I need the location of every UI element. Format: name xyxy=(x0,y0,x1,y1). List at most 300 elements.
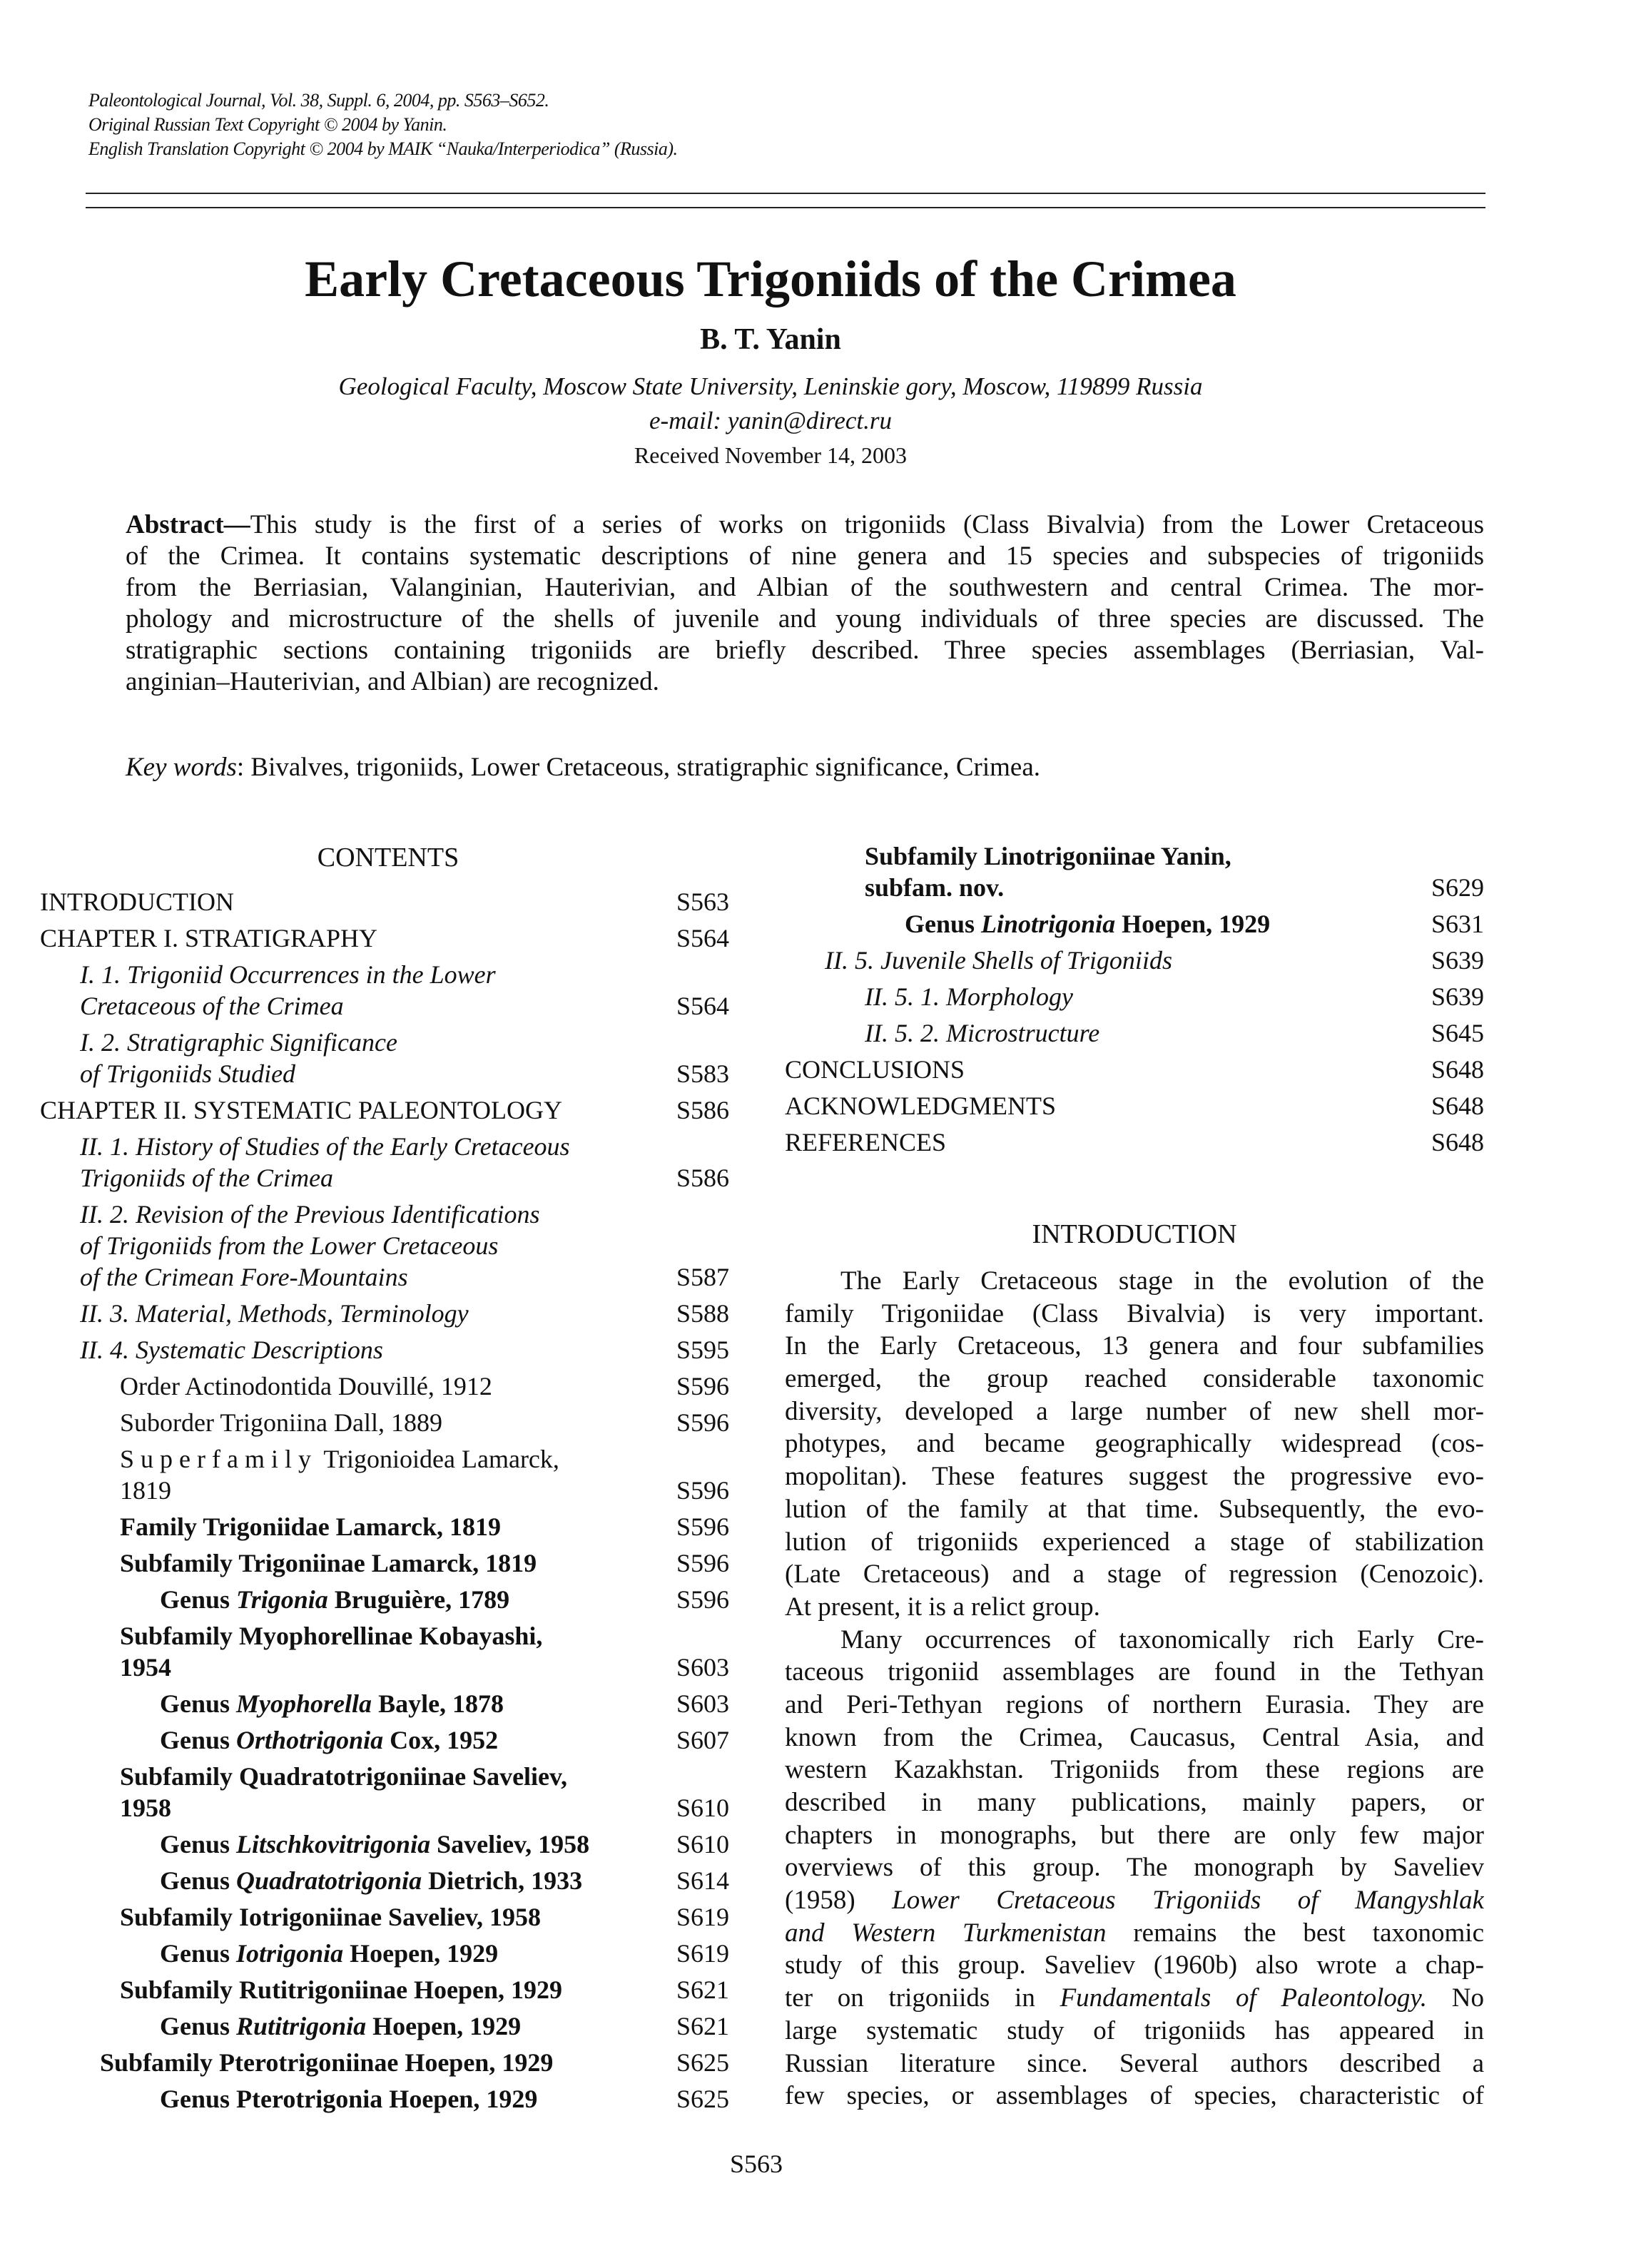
contents-line xyxy=(80,1162,570,1194)
contents-line xyxy=(785,1127,946,1158)
contents-line xyxy=(160,2083,537,2115)
abstract-text: phology and microstructure of the shells of juvenile and young individuals of three species are discussed. The xyxy=(126,604,1484,634)
body-line xyxy=(785,1917,1484,1950)
contents-entry[interactable] xyxy=(40,1901,736,1933)
contents-line-text: II. 5. 1. Morphology xyxy=(865,982,1073,1011)
body-line xyxy=(785,1591,1484,1624)
contents-entry[interactable] xyxy=(785,1090,1484,1122)
abstract-text: of the Crimea. It contains systematic descriptions of nine genera and 15 species and subspecies of trigoniids xyxy=(126,541,1484,571)
body-text: Many occurrences of taxonomically rich Early Cre- xyxy=(840,1624,1484,1654)
contents-line xyxy=(80,1131,570,1162)
body-line xyxy=(785,1982,1484,2015)
contents-entry[interactable] xyxy=(40,1688,736,1719)
contents-entry[interactable] xyxy=(40,1298,736,1329)
body-text: (Late Cretaceous) and a stage of regression (Cenozoic). xyxy=(785,1560,1484,1590)
contents-line-text: Cretaceous of the Crimea xyxy=(80,992,344,1020)
contents-entry-title xyxy=(120,1547,537,1579)
body-text: emerged, the group reached considerable taxonomic xyxy=(785,1364,1484,1394)
genus-author: Hoepen, 1929 xyxy=(366,2012,522,2040)
genus-prefix: Genus xyxy=(160,1726,237,1754)
body-text: western Kazakhstan. Trigoniids from these regions are xyxy=(785,1755,1484,1785)
contents-entry[interactable] xyxy=(40,1547,736,1579)
contents-entry[interactable] xyxy=(40,1584,736,1615)
body-text: No xyxy=(1427,1983,1484,2013)
body-line xyxy=(785,1428,1484,1460)
genus-prefix: Genus xyxy=(160,1689,237,1718)
contents-line xyxy=(160,1938,498,1969)
contents-page-number: S639 xyxy=(1431,946,1484,975)
contents-line xyxy=(865,1017,1099,1049)
contents-entry-title xyxy=(905,908,1270,940)
genus-author: Cox, 1952 xyxy=(383,1726,499,1754)
article-title: Early Cretaceous Trigoniids of the Crimea xyxy=(305,250,1236,307)
contents-page-number: S586 xyxy=(676,1096,730,1124)
contents-line-text: INTRODUCTION xyxy=(40,888,234,916)
contents-page-number: S596 xyxy=(676,1512,730,1541)
introduction-heading: INTRODUCTION xyxy=(1032,1219,1237,1249)
abstract-text: from the Berriasian, Valanginian, Hauterivian, and Albian of the southwestern and central Crimea. The mor- xyxy=(126,573,1484,602)
body-text: The Early Cretaceous stage in the evolution of the xyxy=(840,1266,1484,1296)
contents-entry[interactable] xyxy=(40,1938,736,1969)
contents-line xyxy=(120,1371,492,1402)
body-line xyxy=(785,1460,1484,1493)
contents-line-text: CHAPTER I. STRATIGRAPHY xyxy=(40,924,378,952)
contents-page-number: S564 xyxy=(676,992,730,1020)
contents-entry[interactable] xyxy=(40,2010,736,2042)
contents-line xyxy=(80,1027,397,1058)
abstract xyxy=(126,509,1484,698)
body-line xyxy=(785,1949,1484,1982)
body-text: Fundamentals of Paleontology. xyxy=(1060,1983,1428,2013)
contents-page-number: S648 xyxy=(1431,1092,1484,1120)
contents-entry-title xyxy=(40,886,234,917)
genus-name: Iotrigonia xyxy=(236,1939,344,1968)
body-text: lution of the family at that time. Subsequently, the evo- xyxy=(785,1494,1484,1524)
contents-entry[interactable] xyxy=(785,1127,1484,1158)
body-text: (1958) xyxy=(785,1886,893,1916)
body-line xyxy=(785,2080,1484,2112)
contents-page-number: S603 xyxy=(676,1689,730,1718)
body-text: In the Early Cretaceous, 13 genera and four subfamilies xyxy=(785,1331,1484,1361)
contents-page-number: S631 xyxy=(1431,910,1484,938)
contents-line-text: I. 2. Stratigraphic Significance xyxy=(80,1028,397,1057)
body-text: and Peri-Tethyan regions of northern Eurasia. They are xyxy=(785,1689,1484,1719)
contents-entry-title xyxy=(120,1443,559,1506)
citation: Paleontological Journal, Vol. 38, Suppl. 6, 2004, pp. S563–S652. xyxy=(88,90,549,111)
contents-line xyxy=(80,990,496,1022)
contents-entry[interactable] xyxy=(40,1131,736,1194)
contents-line xyxy=(785,1054,965,1085)
contents-line xyxy=(865,840,1231,872)
body-text: and Western Turkmenistan xyxy=(785,1918,1107,1948)
received-date: Received November 14, 2003 xyxy=(634,442,908,468)
contents-page-number: S614 xyxy=(676,1866,730,1895)
contents-entry-title xyxy=(80,1334,383,1366)
genus-name: Linotrigonia xyxy=(981,910,1116,938)
body-text: lution of trigoniids experienced a stage of stabilization xyxy=(785,1527,1484,1557)
contents-entry-title xyxy=(120,1901,541,1933)
contents-page-number: S587 xyxy=(676,1263,730,1291)
contents-line xyxy=(120,1475,559,1506)
contents-page-number: S596 xyxy=(676,1408,730,1437)
body-text: known from the Crimea, Caucasus, Central Asia, and xyxy=(785,1722,1484,1752)
body-text: At present, it is a relict group. xyxy=(785,1592,1100,1622)
abstract-line xyxy=(126,604,1484,635)
contents-line xyxy=(120,1761,567,1792)
genus-prefix: Genus xyxy=(160,1585,237,1614)
contents-line xyxy=(120,1901,541,1933)
abstract-label: Abstract— xyxy=(126,510,250,539)
contents-line xyxy=(120,1620,542,1652)
contents-entry-title xyxy=(160,2010,521,2042)
contents-entry[interactable] xyxy=(40,1511,736,1542)
body-line xyxy=(785,1493,1484,1526)
contents-entry-title xyxy=(120,1761,567,1824)
genus-prefix: Genus xyxy=(905,910,982,938)
contents-line-text: Subfamily Trigoniinae Lamarck, 1819 xyxy=(120,1549,537,1577)
contents-line-text: ACKNOWLEDGMENTS xyxy=(785,1092,1056,1120)
contents-entry[interactable] xyxy=(785,981,1484,1012)
body-line xyxy=(785,1298,1484,1331)
contents-line-text: subfam. nov. xyxy=(865,873,1005,902)
contents-entry-title xyxy=(865,840,1231,903)
contents-entry-title xyxy=(865,1017,1099,1049)
contents-page-number: S596 xyxy=(676,1372,730,1400)
contents-line xyxy=(80,959,496,990)
contents-page-number: S596 xyxy=(676,1585,730,1614)
contents-page-number: S610 xyxy=(676,1830,730,1858)
abstract-text: anginian–Hauterivian, and Albian) are recognized. xyxy=(126,667,659,696)
contents-entry-title xyxy=(160,1584,509,1615)
body-line xyxy=(785,1624,1484,1657)
contents-line-text: II. 5. 2. Microstructure xyxy=(865,1019,1100,1047)
contents-page-number: S607 xyxy=(676,1726,730,1754)
contents-entry-title xyxy=(40,1094,562,1126)
original-copyright: Original Russian Text Copyright © 2004 by Yanin. xyxy=(88,114,447,135)
body-line xyxy=(785,1884,1484,1917)
contents-entry[interactable] xyxy=(40,1334,736,1366)
contents-entry[interactable] xyxy=(40,1974,736,2005)
abstract-line xyxy=(126,635,1484,666)
contents-entry[interactable] xyxy=(785,1017,1484,1049)
body-line xyxy=(785,1819,1484,1852)
contents-line-text: II. 3. Material, Methods, Terminology xyxy=(80,1299,469,1328)
contents-line xyxy=(120,1547,537,1579)
contents-entry-title xyxy=(825,945,1172,976)
author: B. T. Yanin xyxy=(700,323,841,356)
contents-entry[interactable] xyxy=(785,945,1484,976)
introduction-body xyxy=(785,1265,1484,2112)
contents-line xyxy=(120,1974,562,2005)
contents-page-number: S619 xyxy=(676,1939,730,1968)
body-text: chapters in monographs, but there are only few major xyxy=(785,1820,1484,1850)
contents-line xyxy=(785,1090,1056,1122)
body-line xyxy=(785,1558,1484,1591)
email: e-mail: yanin@direct.ru xyxy=(649,407,892,434)
contents-entry-title xyxy=(80,1027,397,1089)
genus-name: Myophorella xyxy=(236,1689,372,1718)
contents-line-text: Family Trigoniidae Lamarck, 1819 xyxy=(120,1512,502,1541)
abstract-line xyxy=(126,666,1484,698)
body-text: large systematic study of trigoniids has appeared in xyxy=(785,2015,1484,2045)
contents-entry-title xyxy=(80,1298,469,1329)
body-line xyxy=(785,1786,1484,1819)
contents-line-text: 1954 xyxy=(120,1653,171,1682)
contents-line-text: of Trigoniids Studied xyxy=(80,1059,296,1088)
body-text: family Trigoniidae (Class Bivalvia) is very important. xyxy=(785,1298,1484,1328)
genus-name: Orthotrigonia xyxy=(236,1726,384,1754)
contents-line xyxy=(160,1865,582,1896)
genus-author: Hoepen, 1929 xyxy=(1115,910,1271,938)
contents-entry-title xyxy=(40,922,377,954)
contents-entry-title xyxy=(120,1620,542,1683)
genus-prefix: Genus xyxy=(160,1939,237,1968)
contents-line-text: Subfamily Quadratotrigoniinae Saveliev, xyxy=(120,1762,568,1791)
contents-entry-title xyxy=(785,1054,965,1085)
contents-line-text: Subfamily Rutitrigoniinae Hoepen, 1929 xyxy=(120,1975,563,2004)
contents-line-text: REFERENCES xyxy=(785,1128,947,1156)
contents-line xyxy=(160,1584,509,1615)
contents-entry[interactable] xyxy=(785,840,1484,903)
abstract-line xyxy=(126,541,1484,572)
contents-page-number: S619 xyxy=(676,1903,730,1931)
contents-entry[interactable] xyxy=(40,2047,736,2078)
body-text: mopolitan). These features suggest the progressive evo- xyxy=(785,1462,1484,1492)
genus-author: Bruguière, 1789 xyxy=(327,1585,510,1614)
contents-entry[interactable] xyxy=(785,908,1484,940)
contents-page-number: S583 xyxy=(676,1059,730,1088)
translation-copyright: English Translation Copyright © 2004 by MAIK “Nauka/Interperiodica” (Russia). xyxy=(88,138,678,159)
contents-line xyxy=(80,1230,540,1261)
contents-line-text: 1958 xyxy=(120,1794,171,1822)
contents-line xyxy=(120,1407,442,1438)
contents-line-text: Trigonioidea Lamarck, xyxy=(317,1445,559,1473)
contents-line xyxy=(160,2010,521,2042)
body-line xyxy=(785,1526,1484,1559)
contents-line-text: Subfamily Iotrigoniinae Saveliev, 1958 xyxy=(120,1903,542,1931)
keywords-label: Key words xyxy=(126,753,237,782)
keywords-text: : Bivalves, trigoniids, Lower Cretaceous, stratigraphic significance, Crimea. xyxy=(236,753,1041,782)
genus-author: Saveliev, 1958 xyxy=(430,1830,590,1858)
genus-author: Bayle, 1878 xyxy=(372,1689,504,1718)
contents-line xyxy=(905,908,1270,940)
contents-line-text: CONCLUSIONS xyxy=(785,1055,965,1084)
genus-prefix: Genus xyxy=(160,2012,237,2040)
body-text: few species, or assemblages of species, characteristic of xyxy=(785,2081,1484,2111)
genus-name: Rutitrigonia xyxy=(236,2012,367,2040)
contents-entry-title xyxy=(160,1724,498,1756)
contents-line xyxy=(120,1792,567,1824)
contents-entry[interactable] xyxy=(40,1865,736,1896)
body-text: ter on trigoniids in xyxy=(785,1983,1060,2013)
contents-page-number: S648 xyxy=(1431,1055,1484,1084)
contents-entry[interactable] xyxy=(40,959,736,1022)
contents-page-number: S625 xyxy=(676,2048,730,2077)
header-rule xyxy=(86,207,1485,208)
contents-entry-title xyxy=(865,981,1073,1012)
body-text: described in many publications, mainly papers, or xyxy=(785,1788,1484,1817)
contents-line xyxy=(80,1058,397,1089)
contents-line xyxy=(80,1261,540,1293)
contents-line-text: CHAPTER II. SYSTEMATIC PALEONTOLOGY xyxy=(40,1096,563,1124)
contents-entry-title xyxy=(160,2083,537,2115)
contents-entry-title xyxy=(80,1131,570,1194)
body-line xyxy=(785,1754,1484,1786)
contents-line xyxy=(40,1094,562,1126)
contents-line xyxy=(865,872,1231,903)
body-text: diversity, developed a large number of new shell mor- xyxy=(785,1396,1484,1426)
contents-page-number: S603 xyxy=(676,1653,730,1682)
contents-page-number: S621 xyxy=(676,2012,730,2040)
body-line xyxy=(785,1689,1484,1722)
contents-line xyxy=(160,1724,498,1756)
keywords xyxy=(126,752,1040,783)
contents-entry[interactable] xyxy=(40,886,736,917)
contents-entry[interactable] xyxy=(40,1199,736,1293)
contents-entry-title xyxy=(160,1938,498,1969)
contents-entry-title xyxy=(120,1974,562,2005)
contents-entry-title xyxy=(100,2047,553,2078)
contents-page-number: S586 xyxy=(676,1164,730,1192)
contents-entry-title xyxy=(785,1090,1056,1122)
body-line xyxy=(785,1363,1484,1395)
contents-line xyxy=(100,2047,553,2078)
contents-page-number: S564 xyxy=(676,924,730,952)
contents-line-text: II. 4. Systematic Descriptions xyxy=(80,1336,383,1364)
contents-line-text: II. 2. Revision of the Previous Identifications xyxy=(80,1200,540,1229)
body-line xyxy=(785,1265,1484,1298)
contents-page-number: S596 xyxy=(676,1476,730,1505)
contents-line xyxy=(825,945,1172,976)
contents-line xyxy=(40,886,234,917)
contents-entry-title xyxy=(120,1511,501,1542)
rank-label: Superfamily xyxy=(120,1445,317,1473)
contents-entry[interactable] xyxy=(40,1829,736,1860)
contents-entry[interactable] xyxy=(785,1054,1484,1085)
contents-entry-title xyxy=(80,1199,540,1293)
contents-line xyxy=(80,1334,383,1366)
contents-entry-title xyxy=(120,1407,442,1438)
contents-page-number: S596 xyxy=(676,1549,730,1577)
contents-page-number: S648 xyxy=(1431,1128,1484,1156)
contents-entry[interactable] xyxy=(40,1094,736,1126)
page-number: S563 xyxy=(729,2150,783,2178)
body-line xyxy=(785,1656,1484,1689)
contents-line-text: II. 5. Juvenile Shells of Trigoniids xyxy=(825,946,1172,975)
contents-line-text: Suborder Trigoniina Dall, 1889 xyxy=(120,1408,443,1437)
genus-author: Dietrich, 1933 xyxy=(422,1866,583,1895)
contents-line-text: I. 1. Trigoniid Occurrences in the Lower xyxy=(80,960,496,989)
contents-line xyxy=(160,1829,589,1860)
body-text: photypes, and became geographically widespread (cos- xyxy=(785,1429,1484,1459)
contents-page-number: S621 xyxy=(676,1975,730,2004)
abstract-line xyxy=(126,509,1484,541)
contents-entry[interactable] xyxy=(40,1620,736,1683)
body-text: study of this group. Saveliev (1960b) also wrote a chap- xyxy=(785,1951,1484,1980)
body-text: Russian literature since. Several authors described a xyxy=(785,2048,1484,2078)
contents-right-column xyxy=(785,840,1484,1163)
contents-line-text: Subfamily Myophorellinae Kobayashi, xyxy=(120,1622,543,1650)
contents-page-number: S625 xyxy=(676,2085,730,2113)
contents-entry-title xyxy=(160,1829,589,1860)
contents-line-text: Trigoniids of the Crimea xyxy=(80,1164,334,1192)
contents-page-number: S639 xyxy=(1431,982,1484,1011)
contents-line xyxy=(80,1199,540,1230)
contents-line xyxy=(120,1443,559,1475)
contents-page-number: S610 xyxy=(676,1794,730,1822)
body-text: Lower Cretaceous Trigoniids of Mangyshlak xyxy=(892,1886,1484,1916)
contents-entry[interactable] xyxy=(40,1371,736,1402)
contents-line-text: Order Actinodontida Douvillé, 1912 xyxy=(120,1372,492,1400)
genus-author: Hoepen, 1929 xyxy=(343,1939,499,1968)
contents-entry-title xyxy=(160,1865,582,1896)
contents-line xyxy=(40,922,377,954)
genus-name: Trigonia xyxy=(236,1585,328,1614)
contents-page-number: S563 xyxy=(676,888,730,916)
contents-line-text: 1819 xyxy=(120,1476,171,1505)
contents-line xyxy=(80,1298,469,1329)
body-text: remains the best taxonomic xyxy=(1106,1918,1484,1948)
contents-entry-title xyxy=(160,1688,504,1719)
contents-heading: CONTENTS xyxy=(317,843,459,873)
contents-line xyxy=(160,1688,504,1719)
contents-left-column xyxy=(40,886,736,2120)
contents-entry[interactable] xyxy=(40,1027,736,1089)
body-line xyxy=(785,1395,1484,1428)
body-line xyxy=(785,1851,1484,1884)
contents-entry[interactable] xyxy=(40,922,736,954)
contents-entry-title xyxy=(80,959,496,1022)
contents-line-text: Subfamily Linotrigoniinae Yanin, xyxy=(865,842,1231,870)
affiliation: Geological Faculty, Moscow State University, Leninskie gory, Moscow, 119899 Russia xyxy=(338,372,1203,400)
contents-page-number: S645 xyxy=(1431,1019,1484,1047)
contents-page-number: S629 xyxy=(1431,873,1484,902)
body-line xyxy=(785,1722,1484,1754)
contents-entry[interactable] xyxy=(40,2083,736,2115)
body-line xyxy=(785,1330,1484,1363)
contents-entry[interactable] xyxy=(40,1761,736,1824)
abstract-text: stratigraphic sections containing trigoniids are briefly described. Three species assemblages (Berriasian, Val- xyxy=(126,636,1484,665)
contents-line-text: Subfamily Pterotrigoniinae Hoepen, 1929 xyxy=(100,2048,554,2077)
abstract-line xyxy=(126,572,1484,604)
contents-page-number: S588 xyxy=(676,1299,730,1328)
body-text: overviews of this group. The monograph by Saveliev xyxy=(785,1853,1484,1883)
genus-name: Quadratotrigonia xyxy=(236,1866,422,1895)
genus-prefix: Genus xyxy=(160,1830,237,1858)
header-rule xyxy=(86,193,1485,194)
contents-page-number: S595 xyxy=(676,1336,730,1364)
contents-line-text: of the Crimean Fore-Mountains xyxy=(80,1263,408,1291)
body-line xyxy=(785,2015,1484,2048)
abstract-text: This study is the first of a series of works on trigoniids (Class Bivalvia) from the Lower Cretaceous xyxy=(250,510,1484,539)
contents-line-text: II. 1. History of Studies of the Early Cretaceous xyxy=(80,1132,570,1161)
genus-name: Litschkovitrigonia xyxy=(236,1830,431,1858)
body-text: taceous trigoniid assemblages are found in the Tethyan xyxy=(785,1657,1484,1687)
journal-header xyxy=(88,88,678,161)
contents-entry[interactable] xyxy=(40,1724,736,1756)
contents-line-text: Genus Pterotrigonia Hoepen, 1929 xyxy=(160,2085,538,2113)
contents-line xyxy=(120,1652,542,1683)
contents-line-text: of Trigoniids from the Lower Cretaceous xyxy=(80,1231,499,1260)
contents-entry-title xyxy=(120,1371,492,1402)
contents-entry[interactable] xyxy=(40,1407,736,1438)
contents-entry[interactable] xyxy=(40,1443,736,1506)
contents-line xyxy=(865,981,1073,1012)
genus-prefix: Genus xyxy=(160,1866,237,1895)
contents-entry-title xyxy=(785,1127,946,1158)
contents-line xyxy=(120,1511,501,1542)
body-line xyxy=(785,2048,1484,2080)
